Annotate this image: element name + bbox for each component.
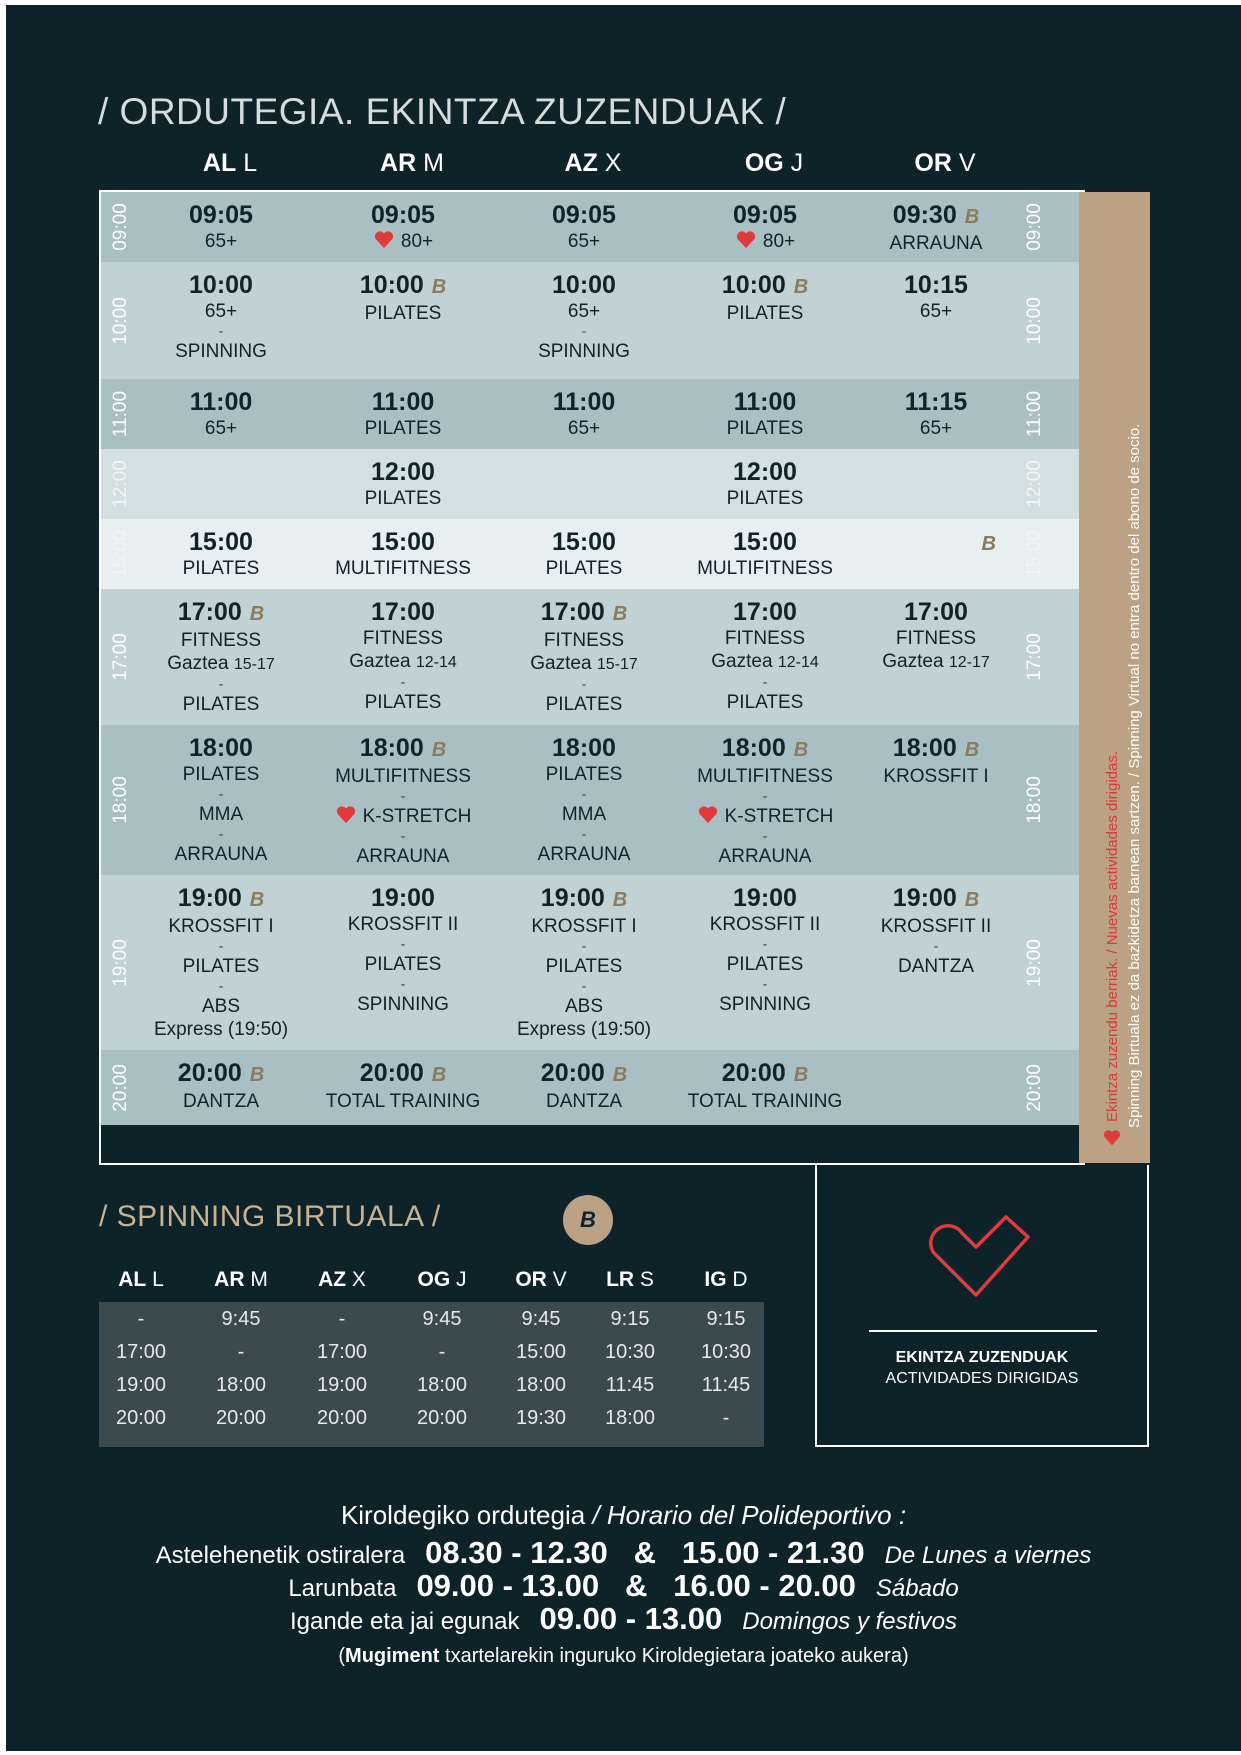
- class-cell: [313, 597, 493, 714]
- class-time: 11:00: [371, 388, 435, 416]
- class-time: 10:00 B: [721, 271, 809, 299]
- b-badge: B: [981, 533, 996, 555]
- class-time: 15:00: [371, 528, 435, 556]
- class-name: PILATES: [364, 418, 442, 439]
- separator: -: [762, 976, 768, 993]
- class-cell: [846, 733, 1026, 788]
- class-name: PILATES: [726, 303, 804, 324]
- separator: -: [762, 674, 768, 691]
- class-cell: [131, 387, 311, 440]
- separator: -: [762, 788, 768, 805]
- class-name: ABS: [564, 996, 604, 1017]
- b-badge: B: [612, 889, 628, 911]
- separator: -: [400, 936, 406, 953]
- class-name: PILATES: [545, 558, 623, 579]
- spinning-day-header: LR S: [606, 1268, 654, 1291]
- class-name: PILATES: [726, 418, 804, 439]
- spinning-time: 20:00: [316, 1407, 368, 1429]
- spinning-time: -: [137, 1308, 145, 1330]
- class-name: KROSSFIT II: [709, 914, 821, 935]
- separator: -: [218, 938, 224, 955]
- class-cell: [131, 527, 311, 580]
- b-badge: B: [612, 1064, 628, 1086]
- class-time: 18:00 B: [359, 734, 447, 762]
- class-name: Gaztea 12-17: [882, 651, 990, 672]
- separator: -: [400, 788, 406, 805]
- spinning-time: 10:30: [604, 1341, 656, 1363]
- separator: -: [581, 938, 587, 955]
- class-name: TOTAL TRAINING: [325, 1091, 481, 1112]
- row-time-label: 10:00: [110, 296, 132, 345]
- class-name: PILATES: [364, 303, 442, 324]
- class-name: SPINNING: [538, 341, 630, 362]
- separator: -: [400, 828, 406, 845]
- side-note-new-activities: Ekintza zuzendu berriak. / Nuevas actividades dirigidas.: [1104, 750, 1121, 1122]
- class-name: PILATES: [545, 956, 623, 977]
- class-name: FITNESS: [895, 628, 977, 649]
- class-name: KROSSFIT II: [880, 916, 992, 937]
- hours-row-saturday: Larunbata 09.00 - 13.00 & 16.00 - 20.00 Sábado: [288, 1568, 959, 1603]
- class-name: KROSSFIT I: [168, 916, 274, 937]
- class-time: 17:00 B: [177, 598, 265, 626]
- class-cell: [846, 527, 996, 559]
- class-name: 65+: [204, 418, 238, 439]
- b-badge: B: [793, 739, 809, 761]
- legend-subtitle: ACTIVIDADES DIRIGIDAS: [885, 1370, 1079, 1387]
- class-time: 20:00 B: [359, 1059, 447, 1087]
- class-time: 09:05: [733, 201, 797, 229]
- class-name: PILATES: [726, 954, 804, 975]
- class-time: 19:00 B: [177, 884, 265, 912]
- spinning-time: 9:15: [706, 1308, 746, 1330]
- b-badge: B: [964, 739, 980, 761]
- class-time: 11:00: [552, 388, 616, 416]
- class-name: PILATES: [182, 558, 260, 579]
- spinning-time: 18:00: [604, 1407, 656, 1429]
- spinning-time: 19:00: [115, 1374, 167, 1396]
- row-time-label: 17:00: [1024, 633, 1046, 681]
- class-name: 80+: [675, 230, 855, 253]
- spinning-time: -: [438, 1341, 446, 1363]
- class-name: MULTIFITNESS: [697, 558, 833, 579]
- class-name: ARRAUNA: [356, 846, 450, 867]
- separator: -: [400, 674, 406, 691]
- class-name: FITNESS: [543, 630, 625, 651]
- b-badge: B: [249, 1064, 265, 1086]
- class-name: PILATES: [545, 694, 623, 715]
- class-name: MMA: [198, 804, 244, 825]
- class-cell: [313, 733, 493, 868]
- heart-icon: [373, 231, 395, 249]
- separator: -: [762, 936, 768, 953]
- spinning-time: 19:00: [316, 1374, 368, 1396]
- class-cell: [131, 883, 311, 1041]
- class-name: MMA: [561, 804, 607, 825]
- class-time: 09:05: [371, 201, 435, 229]
- class-cell: [846, 200, 1026, 255]
- spinning-time: 10:30: [700, 1341, 752, 1363]
- class-name: SPINNING: [719, 994, 811, 1015]
- row-time-label: 09:00: [1024, 203, 1046, 251]
- class-name: 65+: [204, 231, 238, 252]
- class-name: K-STRETCH: [313, 805, 493, 828]
- class-name: MULTIFITNESS: [335, 766, 471, 787]
- separator: -: [218, 786, 224, 803]
- row-time-label: 18:00: [110, 776, 132, 824]
- spinning-time: 11:45: [605, 1374, 655, 1396]
- class-time: 12:00: [733, 458, 797, 486]
- row-time-label: 20:00: [110, 1063, 132, 1112]
- class-name: 65+: [919, 418, 953, 439]
- class-name: FITNESS: [180, 630, 262, 651]
- class-name: 65+: [204, 301, 238, 322]
- spinning-time: -: [338, 1308, 346, 1330]
- legend-divider: [869, 1330, 1097, 1332]
- b-badge: B: [793, 1064, 809, 1086]
- class-cell: [313, 457, 493, 510]
- spinning-time: 18:00: [215, 1374, 267, 1396]
- class-cell: [131, 270, 311, 363]
- class-name: ARRAUNA: [537, 844, 631, 865]
- separator: -: [581, 826, 587, 843]
- class-cell: [675, 1058, 855, 1113]
- class-cell: [313, 527, 493, 580]
- class-time: 19:00 B: [892, 884, 980, 912]
- b-badge: B: [793, 276, 809, 298]
- class-time: 10:00: [552, 271, 616, 299]
- spinning-day-header: AL L: [118, 1268, 164, 1291]
- class-time: 10:00 B: [359, 271, 447, 299]
- day-header-wed: AZ X: [564, 149, 622, 177]
- class-name: MULTIFITNESS: [335, 558, 471, 579]
- class-cell: [313, 883, 493, 1016]
- class-cell: [846, 883, 1026, 978]
- b-badge: B: [964, 206, 980, 228]
- spinning-time: 20:00: [416, 1407, 468, 1429]
- schedule-row: [101, 875, 1085, 1050]
- class-cell: [494, 387, 674, 440]
- class-cell: [131, 200, 311, 253]
- class-name: ARRAUNA: [718, 846, 812, 867]
- class-time: 10:00: [189, 271, 253, 299]
- b-badge: B: [563, 1195, 613, 1245]
- class-time: 20:00 B: [721, 1059, 809, 1087]
- class-name: PILATES: [726, 488, 804, 509]
- spinning-time: 19:30: [515, 1407, 567, 1429]
- schedule-row: [101, 725, 1085, 875]
- class-name: 65+: [567, 301, 601, 322]
- spinning-time: 20:00: [115, 1407, 167, 1429]
- separator: -: [218, 978, 224, 995]
- class-name: FITNESS: [362, 628, 444, 649]
- schedule-row: [101, 192, 1085, 262]
- spinning-time: 9:45: [221, 1308, 261, 1330]
- legend-title: EKINTZA ZUZENDUAK: [895, 1349, 1069, 1366]
- class-name: PILATES: [182, 694, 260, 715]
- class-cell: [494, 597, 674, 716]
- class-name: PILATES: [182, 956, 260, 977]
- schedule-row: [101, 449, 1085, 519]
- separator: -: [218, 826, 224, 843]
- class-name: Gaztea 12-14: [711, 651, 819, 672]
- class-name: SPINNING: [357, 994, 449, 1015]
- class-name: K-STRETCH: [675, 805, 855, 828]
- spinning-day-header: AR M: [214, 1268, 268, 1291]
- class-time: 12:00: [371, 458, 435, 486]
- separator: -: [762, 828, 768, 845]
- class-time: 17:00: [371, 598, 435, 626]
- class-name: MULTIFITNESS: [697, 766, 833, 787]
- class-time: 20:00 B: [540, 1059, 628, 1087]
- row-time-label: 18:00: [1024, 776, 1046, 824]
- row-time-label: 17:00: [110, 633, 132, 681]
- class-cell: [131, 597, 311, 716]
- class-cell: [675, 527, 855, 580]
- b-badge: B: [431, 276, 447, 298]
- class-time: 18:00: [189, 734, 253, 762]
- class-time: 15:00: [552, 528, 616, 556]
- spinning-time: 17:00: [115, 1341, 167, 1363]
- separator: -: [400, 976, 406, 993]
- class-cell: [494, 270, 674, 363]
- class-time: 09:05: [552, 201, 616, 229]
- class-cell: [494, 200, 674, 253]
- class-time: 19:00 B: [540, 884, 628, 912]
- b-badge: B: [431, 739, 447, 761]
- spinning-time: -: [722, 1407, 730, 1429]
- separator: -: [581, 786, 587, 803]
- class-name: ABS: [201, 996, 241, 1017]
- class-cell: [846, 387, 1026, 440]
- spinning-time: 15:00: [515, 1341, 567, 1363]
- heart-icon: [735, 231, 757, 249]
- class-time: 10:15: [904, 271, 968, 299]
- row-time-label: 19:00: [1024, 938, 1046, 987]
- day-header-thu: OG J: [744, 149, 804, 177]
- class-time: 19:00: [733, 884, 797, 912]
- hours-row-weekdays: Astelehenetik ostiralera 08.30 - 12.30 & 15.00 - 21.30 De Lunes a viernes: [155, 1535, 1092, 1570]
- side-note-panel: [1079, 192, 1150, 1163]
- class-name: Express (19:50): [153, 1019, 289, 1040]
- class-time: 17:00 B: [540, 598, 628, 626]
- day-header-tue: AR M: [380, 149, 444, 177]
- class-name: PILATES: [545, 764, 623, 785]
- spinning-time: 17:00: [316, 1341, 368, 1363]
- b-badge: B: [612, 603, 628, 625]
- spinning-table: [99, 1302, 764, 1447]
- class-name: DANTZA: [898, 956, 974, 977]
- class-time: 15:00: [733, 528, 797, 556]
- class-time: 11:15: [904, 388, 968, 416]
- class-cell: [675, 597, 855, 714]
- class-time: 20:00 B: [177, 1059, 265, 1087]
- class-time: 18:00 B: [892, 734, 980, 762]
- page-title: / ORDUTEGIA. EKINTZA ZUZENDUAK /: [98, 91, 787, 132]
- separator: -: [218, 676, 224, 693]
- class-cell: [313, 270, 493, 325]
- spinning-day-header: OR V: [515, 1268, 567, 1291]
- schedule-row: [101, 379, 1085, 449]
- class-cell: [313, 387, 493, 440]
- schedule-row: [101, 262, 1085, 379]
- class-time: 17:00: [904, 598, 968, 626]
- schedule-row: [101, 1050, 1085, 1125]
- spinning-time: 9:45: [521, 1308, 561, 1330]
- hours-row-sunday: Igande eta jai egunak 09.00 - 13.00 Domingos y festivos: [289, 1601, 957, 1636]
- spinning-title: / SPINNING BIRTUALA /: [99, 1200, 441, 1233]
- class-name: KROSSFIT I: [883, 766, 989, 787]
- heart-icon: [335, 806, 357, 824]
- class-name: KROSSFIT I: [531, 916, 637, 937]
- legend-box: [815, 1165, 1149, 1447]
- hours-title: Kiroldegiko ordutegia / Horario del Polideportivo :: [340, 1500, 907, 1530]
- class-time: 11:00: [733, 388, 797, 416]
- spinning-time: 18:00: [515, 1374, 567, 1396]
- class-cell: [675, 387, 855, 440]
- heart-icon: [697, 806, 719, 824]
- class-cell: [675, 200, 855, 253]
- separator: -: [581, 323, 587, 340]
- class-cell: [313, 200, 493, 253]
- class-time: 18:00 B: [721, 734, 809, 762]
- class-name: ARRAUNA: [174, 844, 268, 865]
- class-name: PILATES: [726, 692, 804, 713]
- class-name: Gaztea 15-17: [167, 653, 275, 674]
- spinning-day-header: AZ X: [318, 1268, 366, 1291]
- b-badge: B: [249, 889, 265, 911]
- spinning-time: 11:45: [701, 1374, 751, 1396]
- class-name: KROSSFIT II: [347, 914, 459, 935]
- class-name: 80+: [313, 230, 493, 253]
- separator: -: [933, 938, 939, 955]
- separator: -: [581, 676, 587, 693]
- class-cell: [494, 527, 674, 580]
- spinning-time: -: [237, 1341, 245, 1363]
- class-name: TOTAL TRAINING: [687, 1091, 843, 1112]
- day-header-fri: OR V: [914, 149, 976, 177]
- class-cell: [494, 1058, 674, 1113]
- spinning-day-header: OG J: [417, 1268, 467, 1291]
- class-cell: [675, 883, 855, 1016]
- class-cell: [131, 733, 311, 866]
- class-name: Express (19:50): [516, 1019, 652, 1040]
- hours-note: (Mugiment txartelarekin inguruko Kiroldegietara joateko aukera): [338, 1645, 909, 1667]
- class-time: 18:00: [552, 734, 616, 762]
- class-name: Gaztea 12-14: [349, 651, 457, 672]
- row-time-label: 12:00: [1024, 460, 1046, 508]
- row-time-label: 11:00: [110, 390, 132, 438]
- class-time: 09:05: [189, 201, 253, 229]
- class-name: PILATES: [182, 764, 260, 785]
- spinning-time: 18:00: [416, 1374, 468, 1396]
- class-time: 17:00: [733, 598, 797, 626]
- heart-logo-icon: [924, 1213, 1034, 1303]
- row-time-label: 12:00: [110, 460, 132, 508]
- heart-icon: [1103, 1130, 1121, 1146]
- class-name: ARRAUNA: [889, 233, 983, 254]
- class-name: 65+: [567, 418, 601, 439]
- row-time-label: 11:00: [1024, 390, 1046, 438]
- spinning-time: 9:15: [610, 1308, 650, 1330]
- row-time-label: 19:00: [110, 938, 132, 987]
- class-time: [846, 527, 996, 559]
- class-cell: [675, 270, 855, 325]
- class-name: FITNESS: [724, 628, 806, 649]
- class-time: 09:30 B: [892, 201, 980, 229]
- class-time: 15:00: [189, 528, 253, 556]
- schedule-grid: [99, 190, 1085, 1165]
- class-name: SPINNING: [175, 341, 267, 362]
- schedule-row: [101, 519, 1085, 589]
- spinning-time: 9:45: [422, 1308, 462, 1330]
- class-cell: [494, 883, 674, 1041]
- row-time-label: 15:00: [1024, 530, 1046, 578]
- class-time: 11:00: [189, 388, 253, 416]
- schedule-page: [6, 5, 1241, 1751]
- class-cell: [494, 733, 674, 866]
- spinning-time: 20:00: [215, 1407, 267, 1429]
- class-cell: [131, 1058, 311, 1113]
- separator: -: [218, 323, 224, 340]
- side-note-spinning-virtual: Spinning Birtuala ez da bazkidetza barnean sartzen. / Spinning Virtual no entra dentro del abono de socio.: [1126, 423, 1143, 1128]
- separator: -: [581, 978, 587, 995]
- b-badge: B: [964, 889, 980, 911]
- class-cell: [675, 457, 855, 510]
- class-name: PILATES: [364, 954, 442, 975]
- b-badge: B: [249, 603, 265, 625]
- class-cell: [675, 733, 855, 868]
- schedule-row: [101, 589, 1085, 725]
- day-header-mon: AL L: [202, 149, 258, 177]
- class-name: 65+: [567, 231, 601, 252]
- row-time-label: 10:00: [1024, 296, 1046, 345]
- class-cell: [313, 1058, 493, 1113]
- class-time: 19:00: [371, 884, 435, 912]
- spinning-day-header: IG D: [704, 1268, 748, 1291]
- class-name: Gaztea 15-17: [530, 653, 638, 674]
- row-time-label: 09:00: [110, 203, 132, 251]
- row-time-label: 20:00: [1024, 1063, 1046, 1112]
- class-cell: [846, 270, 1026, 323]
- class-cell: [846, 597, 1026, 674]
- class-name: 65+: [919, 301, 953, 322]
- class-name: PILATES: [364, 692, 442, 713]
- class-name: DANTZA: [546, 1091, 622, 1112]
- class-name: PILATES: [364, 488, 442, 509]
- row-time-label: 15:00: [110, 530, 132, 578]
- b-badge: B: [431, 1064, 447, 1086]
- class-name: DANTZA: [183, 1091, 259, 1112]
